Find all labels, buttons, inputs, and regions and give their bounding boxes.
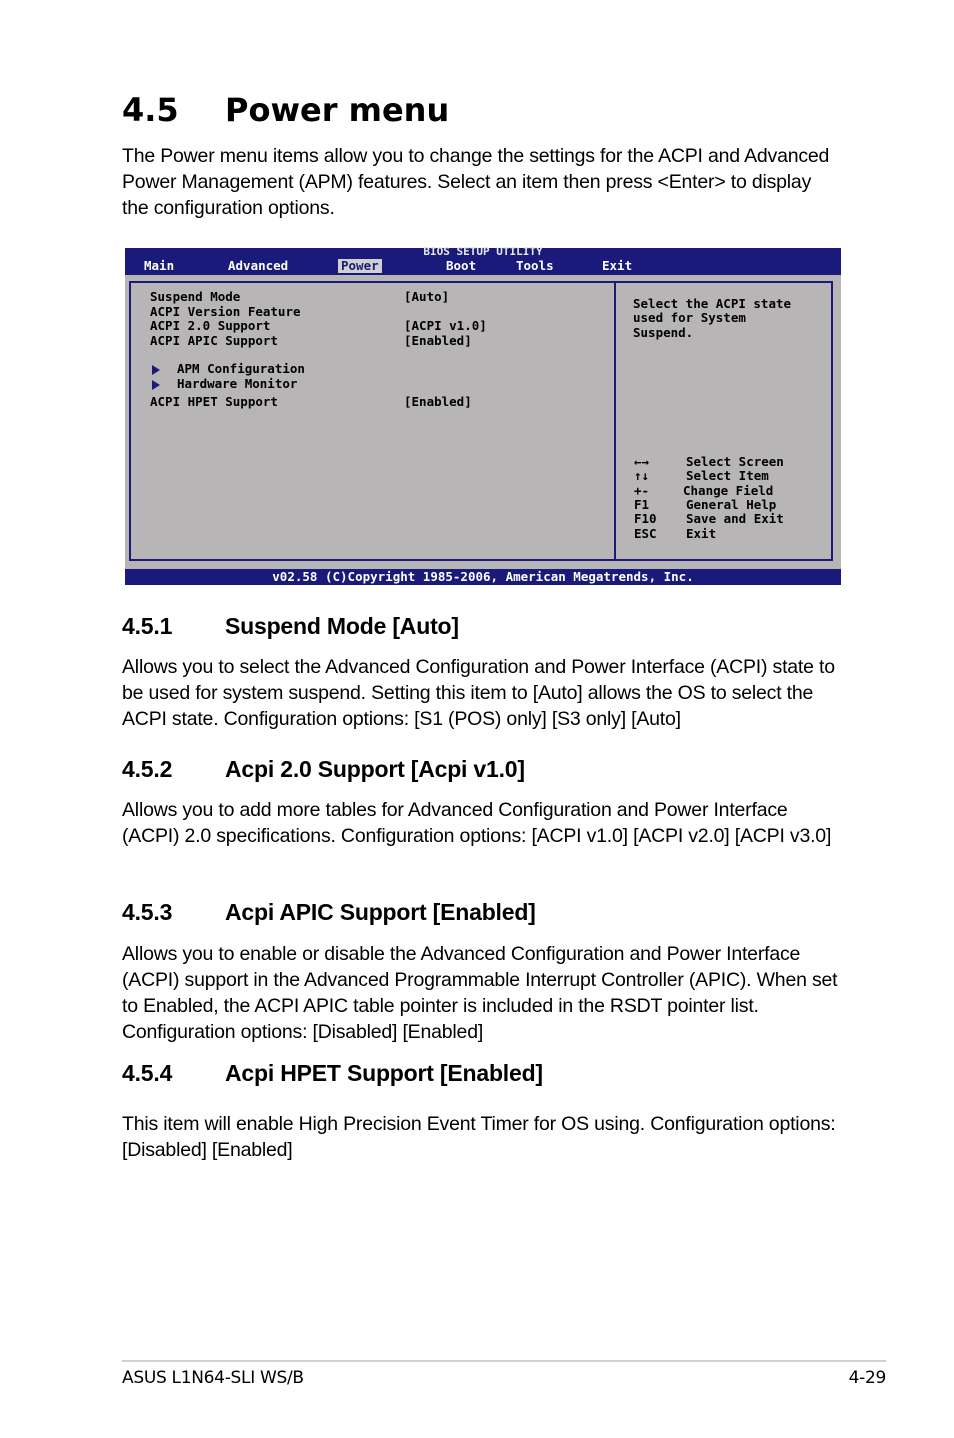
key-action: Change Field xyxy=(683,483,774,498)
section-number: 4.5 xyxy=(122,91,179,129)
key-action: Exit xyxy=(686,526,717,541)
key-action: Save and Exit xyxy=(686,511,784,526)
key-action: Select Screen xyxy=(686,454,784,469)
subsection-number: 4.5.3 xyxy=(122,899,173,925)
tab-main[interactable]: Main xyxy=(144,258,175,273)
bios-content-frame xyxy=(129,281,833,561)
help-line: Suspend. xyxy=(633,325,694,340)
subsection-number: 4.5.1 xyxy=(122,613,173,639)
left-right-arrow-icon: ←→ xyxy=(634,454,650,469)
page-title xyxy=(122,90,449,130)
item-acpi-version-feature-label: ACPI Version Feature xyxy=(150,304,301,319)
key-label: ESC xyxy=(634,526,657,541)
bios-copyright-bar: v02.58 (C)Copyright 1985-2006, American Megatrends, Inc. xyxy=(125,569,841,585)
tab-power[interactable]: Power xyxy=(338,259,382,273)
footer-page-number: 4-29 xyxy=(848,1368,886,1388)
subsection-title: Suspend Mode [Auto] xyxy=(225,613,459,639)
bios-screenshot xyxy=(125,245,841,585)
tab-tools[interactable]: Tools xyxy=(516,258,554,273)
footer-divider xyxy=(122,1360,886,1362)
key-action: General Help xyxy=(686,497,777,512)
footer-product-name: ASUS L1N64-SLI WS/B xyxy=(122,1368,304,1388)
key-label: F1 xyxy=(634,497,650,512)
up-down-arrow-icon: ↑↓ xyxy=(634,468,650,483)
item-acpi-hpet-support-value[interactable]: [Enabled] xyxy=(404,394,472,409)
subsection-title: Acpi 2.0 Support [Acpi v1.0] xyxy=(225,756,525,782)
submenu-arrow-icon xyxy=(152,365,160,375)
item-acpi-hpet-support-label[interactable]: ACPI HPET Support xyxy=(150,394,278,409)
tab-advanced[interactable]: Advanced xyxy=(228,258,289,273)
subsection-heading xyxy=(122,897,536,927)
help-line: used for System xyxy=(633,310,746,325)
item-acpi-apic-support-label[interactable]: ACPI APIC Support xyxy=(150,333,278,348)
item-acpi-20-support-value[interactable]: [ACPI v1.0] xyxy=(404,318,487,333)
key-label: F10 xyxy=(634,511,657,526)
pane-divider xyxy=(614,283,616,559)
item-suspend-mode-value[interactable]: [Auto] xyxy=(404,289,450,304)
submenu-hardware-monitor[interactable]: Hardware Monitor xyxy=(177,376,298,391)
subsection-body: Allows you to enable or disable the Advanced Configuration and Power Interface (ACPI) support in the Advanced Programmable Interrupt Controller (APIC). When set to Enabled, the ACPI APIC table pointer is included in the RSDT pointer list. Configuration options: [Disabled] [Enabled] xyxy=(122,943,838,1043)
item-acpi-apic-support-value[interactable]: [Enabled] xyxy=(404,333,472,348)
tab-boot[interactable]: Boot xyxy=(446,258,477,273)
submenu-apm-configuration[interactable]: APM Configuration xyxy=(177,361,305,376)
subsection-title: Acpi APIC Support [Enabled] xyxy=(225,899,536,925)
bios-menu-bar xyxy=(125,245,841,275)
subsection-body: Allows you to select the Advanced Configuration and Power Interface (ACPI) state to be used for system suspend. Setting this item to [Auto] allows the OS to select the ACPI state. Configuration options: [S1 (POS) only] [S3 only] [Auto] xyxy=(122,656,835,730)
help-line: Select the ACPI state xyxy=(633,296,792,311)
subsection-body: This item will enable High Precision Event Timer for OS using. Configuration options: [Disabled] [Enabled] xyxy=(122,1113,836,1161)
intro-paragraph: The Power menu items allow you to change the settings for the ACPI and Advanced Power Management (APM) features. Select an item then press <Enter> to display the configuration options. xyxy=(122,145,830,219)
subsection-number: 4.5.4 xyxy=(122,1060,173,1086)
plus-minus-icon: +- xyxy=(634,483,650,498)
key-action: Select Item xyxy=(686,468,769,483)
subsection-heading xyxy=(122,611,459,641)
subsection-heading xyxy=(122,754,525,784)
item-suspend-mode-label[interactable]: Suspend Mode xyxy=(150,289,241,304)
tab-exit[interactable]: Exit xyxy=(602,258,633,273)
subsection-heading xyxy=(122,1058,543,1088)
bios-title: BIOS SETUP UTILITY xyxy=(423,245,543,258)
section-title: Power menu xyxy=(225,91,450,129)
subsection-number: 4.5.2 xyxy=(122,756,173,782)
subsection-body: Allows you to add more tables for Advanced Configuration and Power Interface (ACPI) 2.0 specifications. Configuration options: [ACPI v1.0] [ACPI v2.0] [ACPI v3.0] xyxy=(122,799,832,847)
submenu-arrow-icon xyxy=(152,380,160,390)
subsection-title: Acpi HPET Support [Enabled] xyxy=(225,1060,543,1086)
item-acpi-20-support-label[interactable]: ACPI 2.0 Support xyxy=(150,318,271,333)
